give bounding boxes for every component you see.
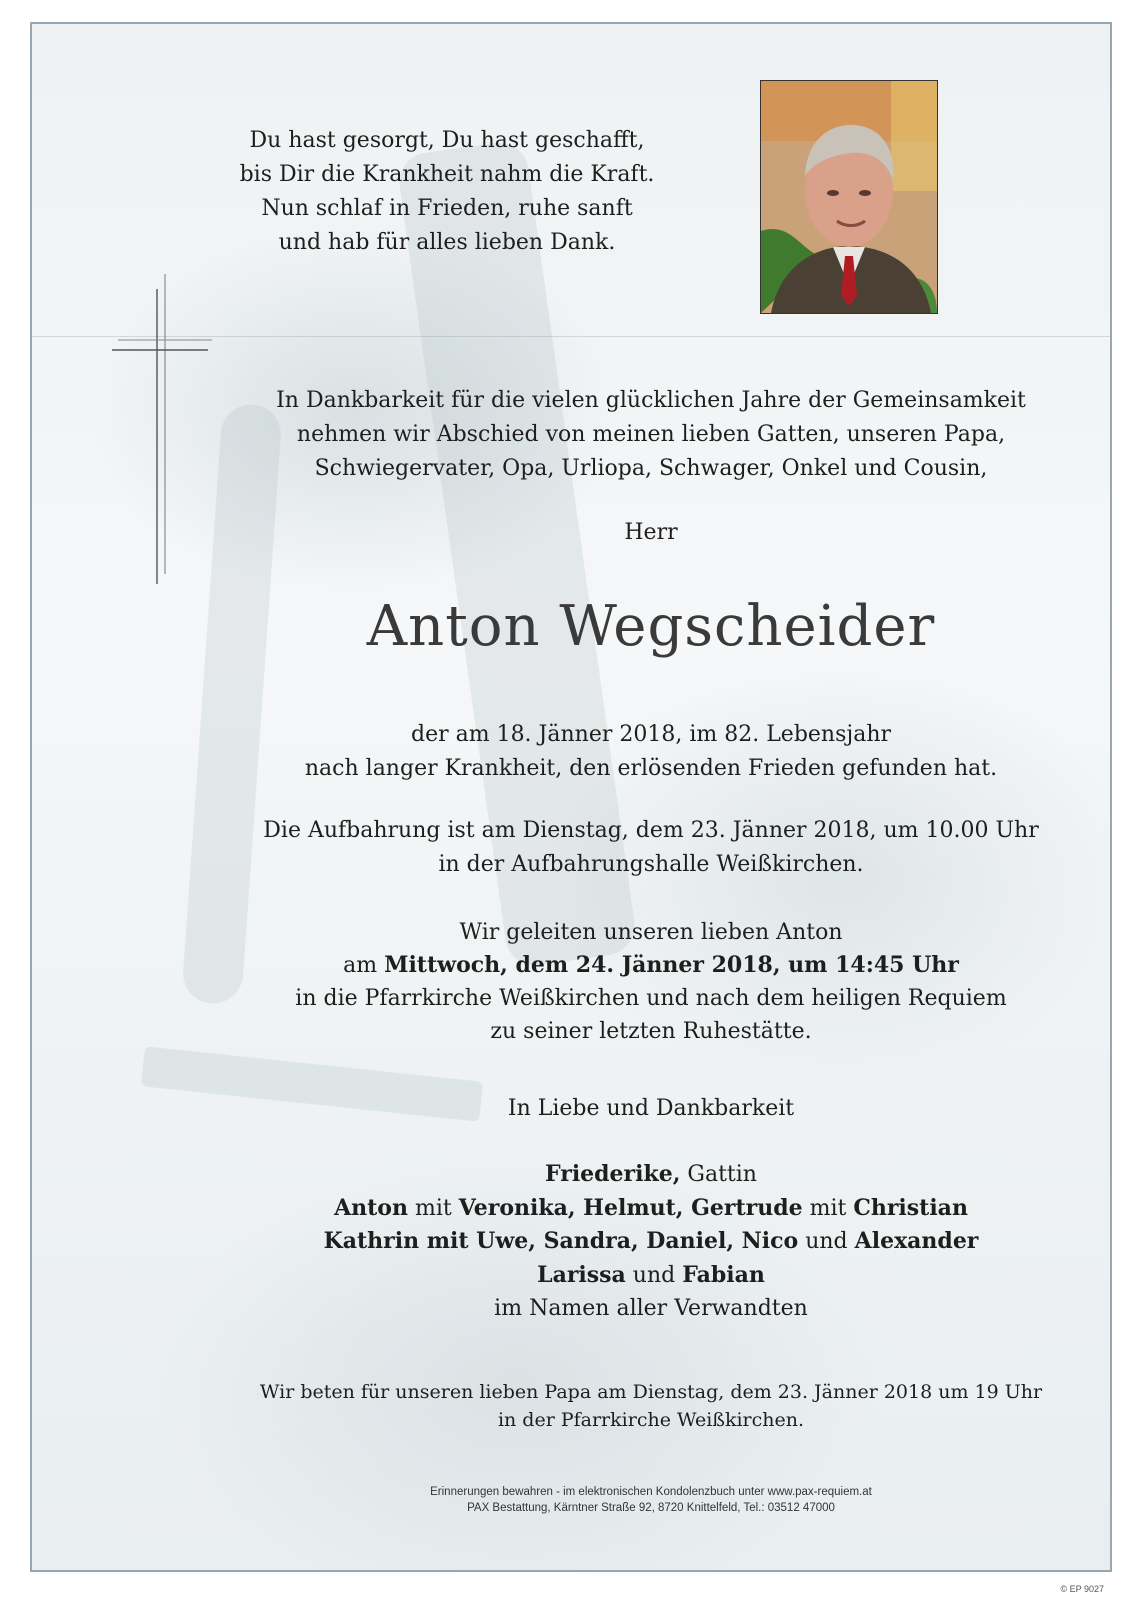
death-notice-line: der am 18. Jänner 2018, im 82. Lebensjahr	[410, 722, 892, 747]
deceased-name: Anton Wegscheider	[366, 594, 936, 659]
funeral-home-footer	[212, 1484, 1090, 1516]
family-connector: mit	[802, 1195, 854, 1221]
procession-prefix: am	[343, 953, 385, 978]
card-frame	[30, 22, 1112, 1572]
family-row	[212, 1158, 1090, 1192]
product-code: © EP 9027	[1060, 1584, 1104, 1594]
procession-line	[212, 949, 1090, 982]
procession-line: Wir geleiten unseren lieben Anton	[459, 920, 843, 945]
funeral-date-time: Mittwoch, dem 24. Jänner 2018, um 14:45 Uhr	[384, 952, 959, 978]
funeral-procession-notice	[212, 916, 1090, 1048]
viewing-line: Die Aufbahrung ist am Dienstag, dem 23. Jänner 2018, um 10.00 Uhr	[263, 818, 1039, 843]
procession-line: in die Pfarrkirche Weißkirchen und nach dem heiligen Requiem	[295, 986, 1007, 1011]
family-row	[212, 1225, 1090, 1259]
procession-line: zu seiner letzten Ruhestätte.	[490, 1019, 812, 1044]
portrait-illustration	[761, 81, 937, 313]
family-name: Larissa	[537, 1261, 626, 1288]
footer-line: PAX Bestattung, Kärntner Straße 92, 8720 Knittelfeld, Tel.: 03512 47000	[467, 1502, 835, 1514]
intro-line: Schwiegervater, Opa, Urliopa, Schwager, Onkel und Cousin,	[314, 456, 988, 481]
family-list	[212, 1158, 1090, 1326]
family-name: Kathrin mit Uwe, Sandra, Daniel, Nico	[323, 1228, 799, 1254]
poem-line: bis Dir die Krankheit nahm die Kraft.	[239, 162, 655, 187]
cross-icon	[112, 274, 212, 584]
poem-line: Du hast gesorgt, Du hast geschafft,	[249, 128, 645, 153]
viewing-notice	[212, 814, 1090, 882]
poem	[222, 124, 672, 260]
intro-line: In Dankbarkeit für die vielen glücklichen Jahre der Gemeinsamkeit	[276, 388, 1026, 413]
family-name: Veronika, Helmut, Gertrude	[458, 1194, 803, 1221]
family-row	[212, 1192, 1090, 1226]
family-name: Alexander	[854, 1228, 979, 1254]
salutation: Herr	[624, 520, 678, 545]
prayer-notice	[212, 1378, 1090, 1434]
closing-phrase: In Liebe und Dankbarkeit	[507, 1096, 795, 1121]
family-name: Friederike,	[545, 1161, 681, 1187]
portrait-photo	[760, 80, 938, 314]
viewing-line: in der Aufbahrungshalle Weißkirchen.	[438, 852, 864, 877]
family-connector: und	[625, 1262, 683, 1288]
family-name: Fabian	[682, 1261, 765, 1288]
family-row	[212, 1259, 1090, 1293]
footer-line: Erinnerungen bewahren - im elektronischen Kondolenzbuch unter www.pax-requiem.at	[430, 1486, 872, 1498]
family-row: im Namen aller Verwandten	[494, 1296, 808, 1321]
family-name: Anton	[334, 1194, 408, 1221]
intro-text	[222, 384, 1080, 486]
family-name: Christian	[853, 1194, 968, 1221]
poem-line: Nun schlaf in Frieden, ruhe sanft	[261, 196, 633, 221]
family-connector: mit	[407, 1195, 459, 1221]
family-connector: und	[798, 1229, 855, 1254]
intro-line: nehmen wir Abschied von meinen lieben Gatten, unseren Papa,	[296, 422, 1006, 447]
poem-line: und hab für alles lieben Dank.	[278, 230, 616, 255]
death-notice-line: nach langer Krankheit, den erlösenden Frieden gefunden hat.	[304, 756, 998, 781]
death-notice	[212, 718, 1090, 786]
prayer-line: Wir beten für unseren lieben Papa am Dienstag, dem 23. Jänner 2018 um 19 Uhr	[259, 1381, 1043, 1403]
family-relation: Gattin	[680, 1162, 757, 1187]
prayer-line: in der Pfarrkirche Weißkirchen.	[497, 1409, 805, 1431]
